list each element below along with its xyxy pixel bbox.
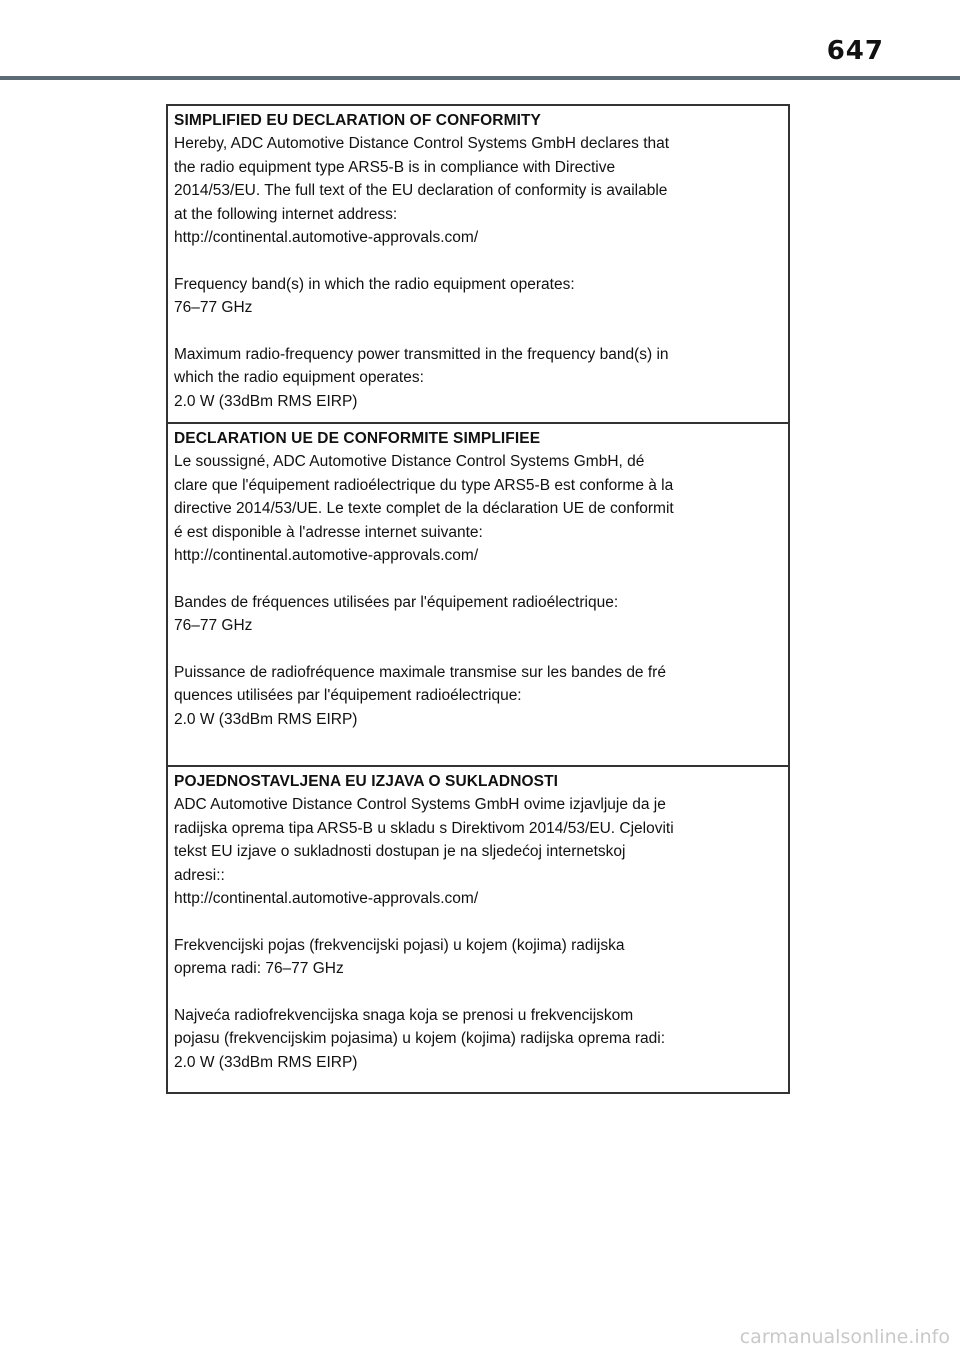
section-title: DECLARATION UE DE CONFORMITE SIMPLIFIEE [174,430,541,447]
section-paragraph: Puissance de radiofréquence maximale transmise sur les bandes de fré quences utilisées par l'équipement radioélectrique: 2.0 W (33dBm RMS EIRP) [174,663,666,728]
header-rule [0,76,960,80]
section-paragraph: Frekvencijski pojas (frekvencijski pojasi) u kojem (kojima) radijska oprema radi: 76–77 GHz [174,936,625,977]
section-paragraph: Le soussigné, ADC Automotive Distance Control Systems GmbH, dé clare que l'équipement radioélectrique du type ARS5-B est conforme à la directive 2014/53/UE. Le texte complet de la déclaration UE de conformit é est disponible à l'adresse internet suivante: http://continental.automotive-approvals.com/ [174,453,674,564]
section-paragraph: ADC Automotive Distance Control Systems GmbH ovime izjavljuje da je radijska oprema tipa ARS5-B u skladu s Direktivom 2014/53/EU. Cjeloviti tekst EU izjave o sukladnosti dostupan je na sljedećoj internetskoj adresi:: http://continental.automotive-approvals.com/ [174,796,674,907]
section-paragraph: Hereby, ADC Automotive Distance Control Systems GmbH declares that the radio equipment type ARS5-B is in compliance with Directive 2014/53/EU. The full text of the EU declaration of conformity is available at the following internet address: http://continental.automotive-approvals.com/ [174,135,670,246]
section-croatian [168,765,788,1092]
section-paragraph: Najveća radiofrekvencijska snaga koja se prenosi u frekvencijskom pojasu (frekvencijskim pojasima) u kojem (kojima) radijska oprema radi: 2.0 W (33dBm RMS EIRP) [174,1006,665,1071]
section-title: SIMPLIFIED EU DECLARATION OF CONFORMITY [174,112,541,129]
section-title: POJEDNOSTAVLJENA EU IZJAVA O SUKLADNOSTI [174,773,559,790]
section-paragraph: Bandes de fréquences utilisées par l'équipement radioélectrique: 76–77 GHz [174,593,619,634]
declaration-box [166,104,790,1094]
section-french [168,422,788,765]
page-number: 647 [826,36,884,66]
section-paragraph: Maximum radio-frequency power transmitted in the frequency band(s) in which the radio equipment operates: 2.0 W (33dBm RMS EIRP) [174,345,669,410]
watermark: carmanualsonline.info [739,1326,950,1348]
section-paragraph: Frequency band(s) in which the radio equipment operates: 76–77 GHz [174,275,575,316]
section-english [168,106,788,422]
